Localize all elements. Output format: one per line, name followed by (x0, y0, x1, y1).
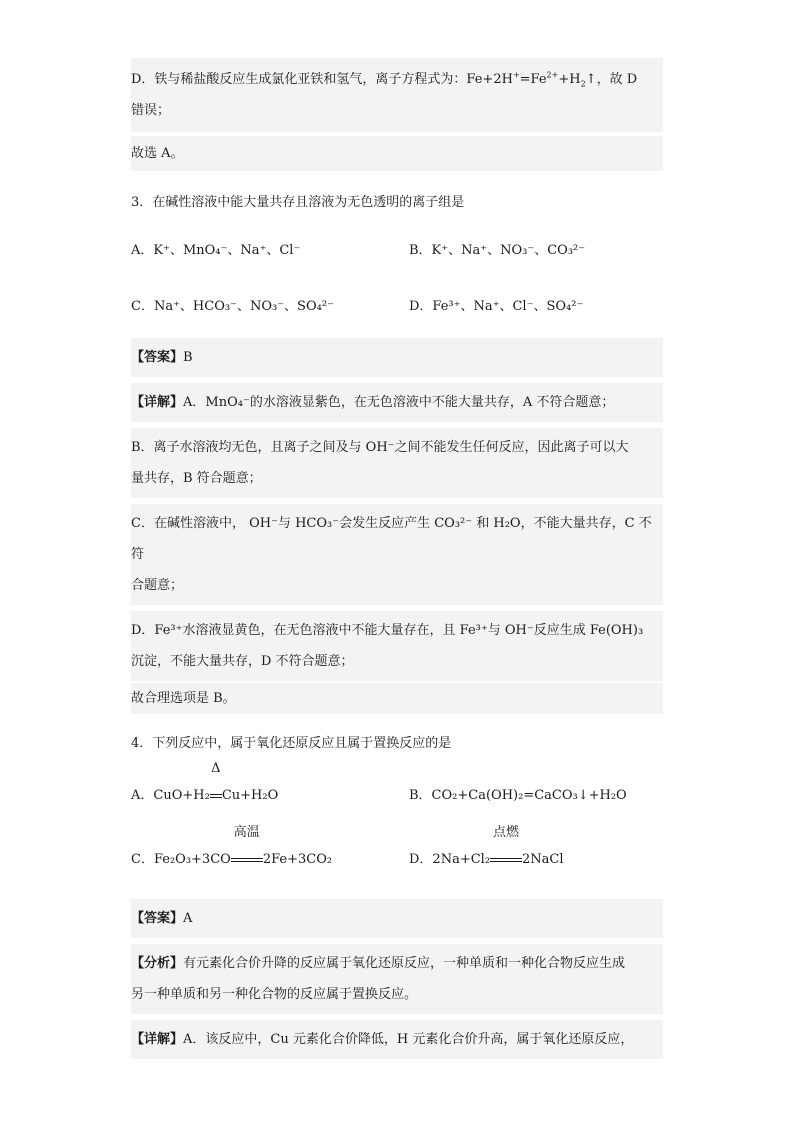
prev-answer-block (131, 58, 663, 132)
q4-d-condition: 点燃 (490, 843, 522, 877)
q3-detail-d: D．Fe³⁺水溶液显黄色，在无色溶液中不能大量存在，且 Fe³⁺与 OH⁻反应生成 Fe(OH)₃ 沉淀，不能大量共存，D 不符合题意； (131, 611, 663, 681)
prev-option-d-line2: 错误； (131, 103, 171, 118)
q4-options-row2 (131, 825, 663, 877)
q3-detail-a: 【详解】A．MnO₄⁻的水溶液显紫色，在无色溶液中不能大量共存，A 不符合题意； (131, 383, 663, 422)
q3-detail-b: B．离子水溶液均无色，且离子之间及与 OH⁻之间不能发生任何反应，因此离子可以大 量共存，B 符合题意； (131, 428, 663, 498)
q3-stem: 3．在碱性溶液中能大量共存且溶液为无色透明的离子组是 (131, 195, 465, 210)
q4-answer: 【答案】A (131, 899, 663, 938)
q4-options-row1 (131, 761, 663, 813)
q4-option-c[interactable]: C．Fe₂O₃+3CO 高温 2Fe+3CO₂ (131, 843, 332, 877)
q3-option-c[interactable]: C．Na⁺、HCO₃⁻、NO₃⁻、SO₄²⁻ (131, 299, 334, 314)
q3-options-row1 (131, 234, 663, 268)
q4-option-a[interactable]: A．CuO+H₂ Δ Cu+H₂O (131, 779, 278, 813)
q4-option-d[interactable]: D．2Na+Cl₂ 点燃 2NaCl (409, 843, 564, 877)
document-page (131, 58, 663, 1059)
q3-options-row2 (131, 290, 663, 324)
q3-detail-c: C．在碱性溶液中， OH⁻与 HCO₃⁻会发生反应产生 CO₃²⁻ 和 H₂O，不能大量共存，C 不符 合题意； (131, 504, 663, 605)
q4-stem: 4．下列反应中，属于氧化还原反应且属于置换反应的是 (131, 736, 452, 751)
prev-conclusion: 故选 A。 (131, 136, 663, 171)
q3-answer: 【答案】B (131, 338, 663, 377)
q4-a-condition: Δ (210, 779, 222, 813)
q3-option-a[interactable]: A．K⁺、MnO₄⁻、Na⁺、Cl⁻ (131, 243, 301, 258)
prev-option-d-line1: D．铁与稀盐酸反应生成氯化亚铁和氢气，离子方程式为：$Fe+2H^+=Fe^{2+}+H_2↑$，故 D (131, 70, 638, 89)
q3-conclusion: 故合理选项是 B。 (131, 683, 663, 714)
q4-analysis: 【分析】有元素化合价升降的反应属于氧化还原反应，一种单质和一种化合物反应生成 另一种单质和另一种化合物的反应属于置换反应。 (131, 944, 663, 1014)
q4-option-b[interactable]: B．CO₂+Ca(OH)₂=CaCO₃↓+H₂O (409, 788, 627, 803)
q4-detail-a: 【详解】A．该反应中，Cu 元素化合价降低，H 元素化合价升高，属于氧化还原反应， (131, 1020, 663, 1059)
q3-option-d[interactable]: D．Fe³⁺、Na⁺、Cl⁻、SO₄²⁻ (409, 299, 584, 314)
q3-option-b[interactable]: B．K⁺、Na⁺、NO₃⁻、CO₃²⁻ (409, 243, 586, 258)
q4-c-condition: 高温 (231, 843, 263, 877)
